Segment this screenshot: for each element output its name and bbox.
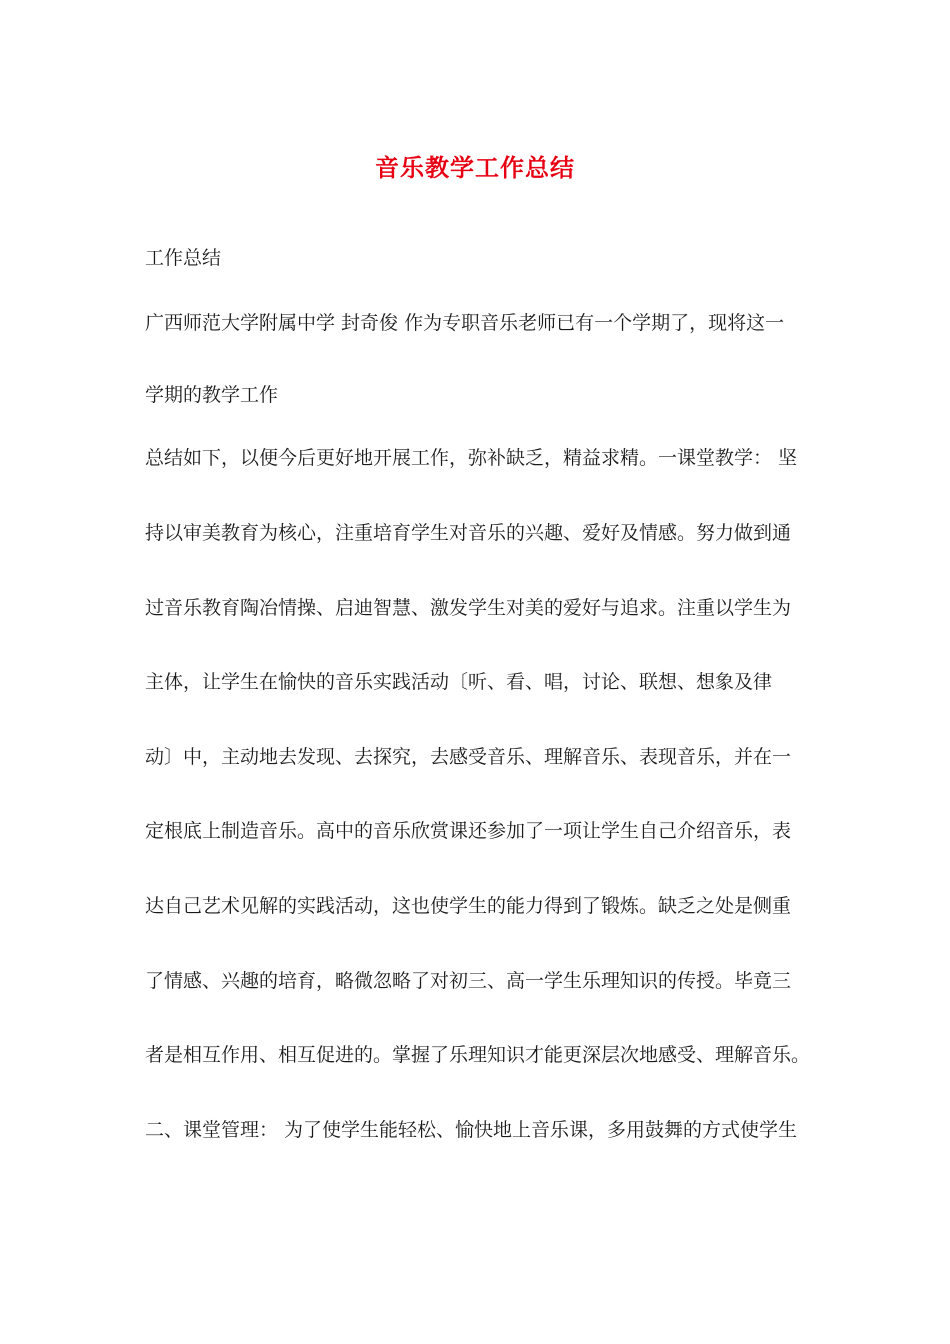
body-line: 动〕中，主动地去发现、去探究，去感受音乐、理解音乐、表现音乐，并在一 (145, 746, 792, 768)
body-line: 定根底上制造音乐。高中的音乐欣赏课还参加了一项让学生自己介绍音乐，表 (145, 820, 792, 842)
body-line: 了情感、兴趣的培育，略微忽略了对初三、高一学生乐理知识的传授。毕竟三 (145, 970, 792, 992)
body-line: 主体，让学生在愉快的音乐实践活动〔听、看、唱，讨论、联想、想象及律 (145, 671, 773, 693)
body-line: 广西师范大学附属中学 封奇俊 作为专职音乐老师已有一个学期了，现将这一 (145, 312, 785, 334)
body-line: 学期的教学工作 (145, 384, 279, 406)
body-line: 持以审美教育为核心，注重培育学生对音乐的兴趣、爱好及情感。努力做到通 (145, 522, 792, 544)
body-line: 达自己艺术见解的实践活动，这也使学生的能力得到了锻炼。缺乏之处是侧重 (145, 895, 792, 917)
body-line: 总结如下，以便今后更好地开展工作，弥补缺乏，精益求精。一课堂教学： 坚 (145, 447, 798, 469)
body-line: 二、课堂管理： 为了使学生能轻松、愉快地上音乐课，多用鼓舞的方式使学生 (145, 1119, 798, 1141)
document-title: 音乐教学工作总结 (375, 153, 575, 182)
section-heading: 工作总结 (145, 247, 222, 269)
body-line: 过音乐教育陶冶情操、启迪智慧、激发学生对美的爱好与追求。注重以学生为 (145, 597, 792, 619)
body-line: 者是相互作用、相互促进的。掌握了乐理知识才能更深层次地感受、理解音乐。 (145, 1044, 811, 1066)
